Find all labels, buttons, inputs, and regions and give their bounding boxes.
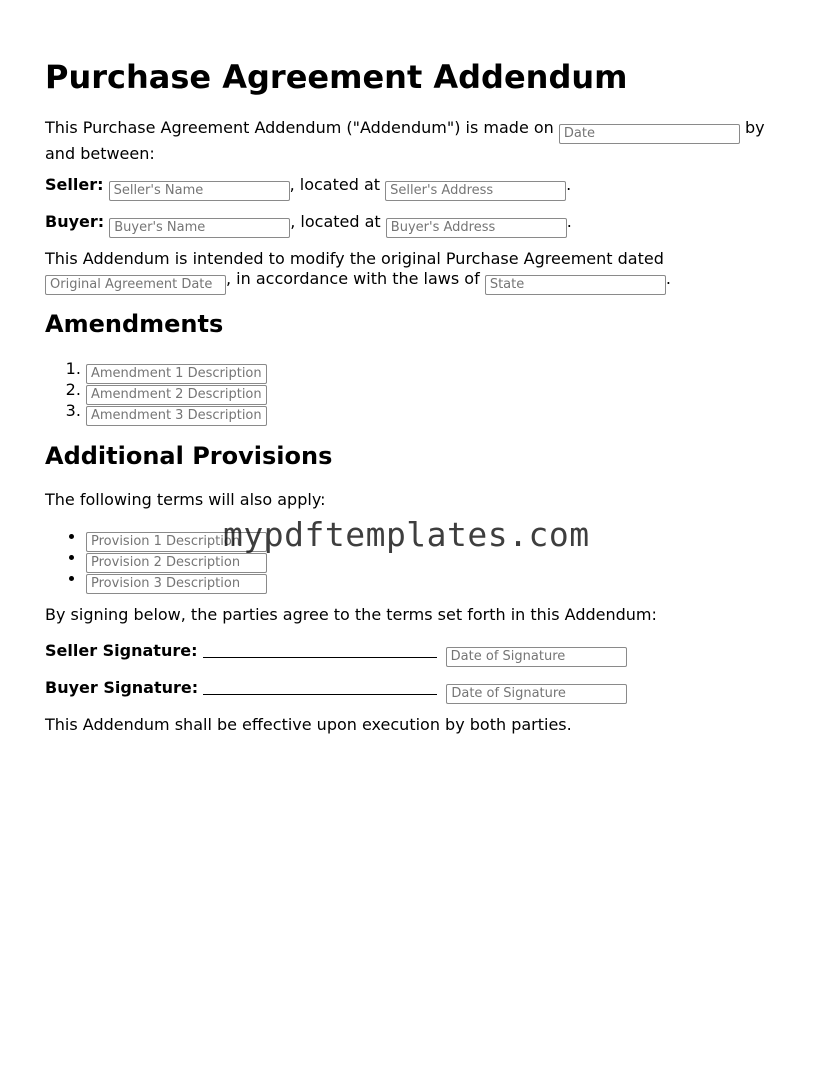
closing-text: This Addendum shall be effective upon execution by both parties. [45,715,572,734]
amendment-3-input[interactable] [86,406,267,426]
amendments-heading: Amendments [45,310,224,338]
watermark-text: mypdftemplates.com [223,515,590,554]
buyer-end: . [566,212,572,231]
provision-3-input[interactable] [86,574,267,594]
intro-text: This Purchase Agreement Addendum ("Addendum") is made on [45,118,554,137]
list-item [86,526,267,547]
laws-text: , in accordance with the laws of [226,269,480,288]
intro-between: and between: [45,143,155,163]
modify-end: . [665,269,671,288]
intro-paragraph [45,118,765,164]
seller-signature-date-input[interactable] [446,647,627,667]
seller-line [45,175,571,201]
intro-by: by [745,118,765,137]
buyer-name-input[interactable] [109,218,290,238]
list-item [86,379,267,400]
seller-signature-field[interactable] [203,643,437,658]
list-item [86,547,267,568]
provisions-heading: Additional Provisions [45,442,333,470]
seller-label: Seller: [45,175,104,194]
buyer-signature-line [45,678,627,704]
buyer-label: Buyer: [45,212,105,231]
modify-text: This Addendum is intended to modify the original Purchase Agreement dated [45,249,664,268]
state-input[interactable] [485,275,666,295]
seller-signature-label: Seller Signature: [45,641,198,660]
seller-name-input[interactable] [109,181,290,201]
original-agreement-date-input[interactable] [45,275,226,295]
agreement-date-input[interactable] [559,124,740,144]
page-title: Purchase Agreement Addendum [45,58,628,96]
buyer-signature-date-input[interactable] [446,684,627,704]
seller-signature-line [45,641,627,667]
signing-intro: By signing below, the parties agree to the terms set forth in this Addendum: [45,605,657,624]
provisions-intro: The following terms will also apply: [45,490,326,509]
amendments-list [45,358,267,421]
buyer-address-input[interactable] [386,218,567,238]
seller-located-at: , located at [289,175,381,194]
buyer-signature-field[interactable] [203,680,437,695]
list-item [86,568,267,589]
list-item [86,400,267,421]
buyer-line [45,212,572,238]
buyer-located-at: , located at [290,212,381,231]
buyer-signature-label: Buyer Signature: [45,678,199,697]
seller-end: . [566,175,572,194]
list-item [86,358,267,379]
seller-address-input[interactable] [385,181,566,201]
provisions-list [45,526,267,589]
modify-paragraph [45,249,671,295]
